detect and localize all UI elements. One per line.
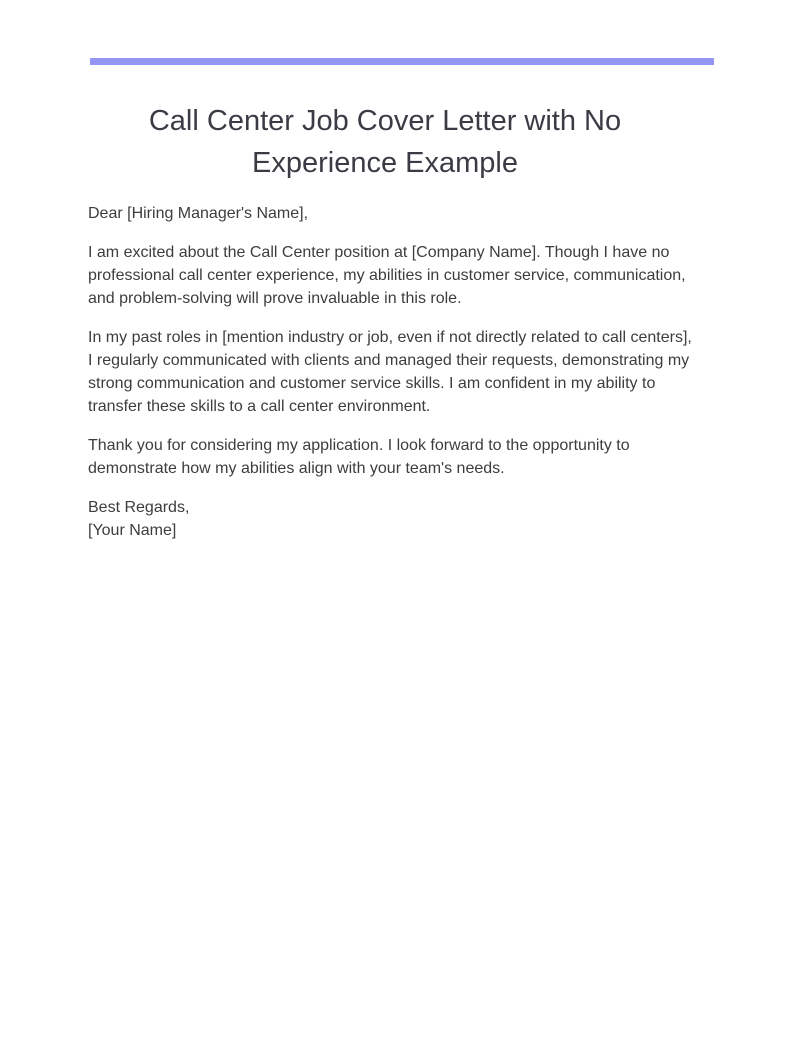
- closing-block: [88, 496, 698, 542]
- paragraph-intro: I am excited about the Call Center position at [Company Name]. Though I have no professional call center experience, my abilities in customer service, communication, and problem-solving will prove invaluable in this role.: [88, 244, 686, 307]
- paragraph-experience: In my past roles in [mention industry or job, even if not directly related to call centers], I regularly communicated with clients and managed their requests, demonstrating my strong communication and customer service skills. I am confident in my ability to transfer these skills to a call center environment.: [88, 329, 692, 415]
- signature-name: [Your Name]: [88, 522, 177, 539]
- sign-off: Best Regards,: [88, 499, 190, 516]
- page-title: Call Center Job Cover Letter with No Experience Example: [148, 105, 622, 179]
- letter-body: [88, 202, 698, 542]
- accent-bar: [90, 58, 714, 65]
- salutation: Dear [Hiring Manager's Name],: [88, 205, 309, 222]
- paragraph-thanks: Thank you for considering my application. I look forward to the opportunity to demonstrate how my abilities align with your team's needs.: [88, 437, 630, 477]
